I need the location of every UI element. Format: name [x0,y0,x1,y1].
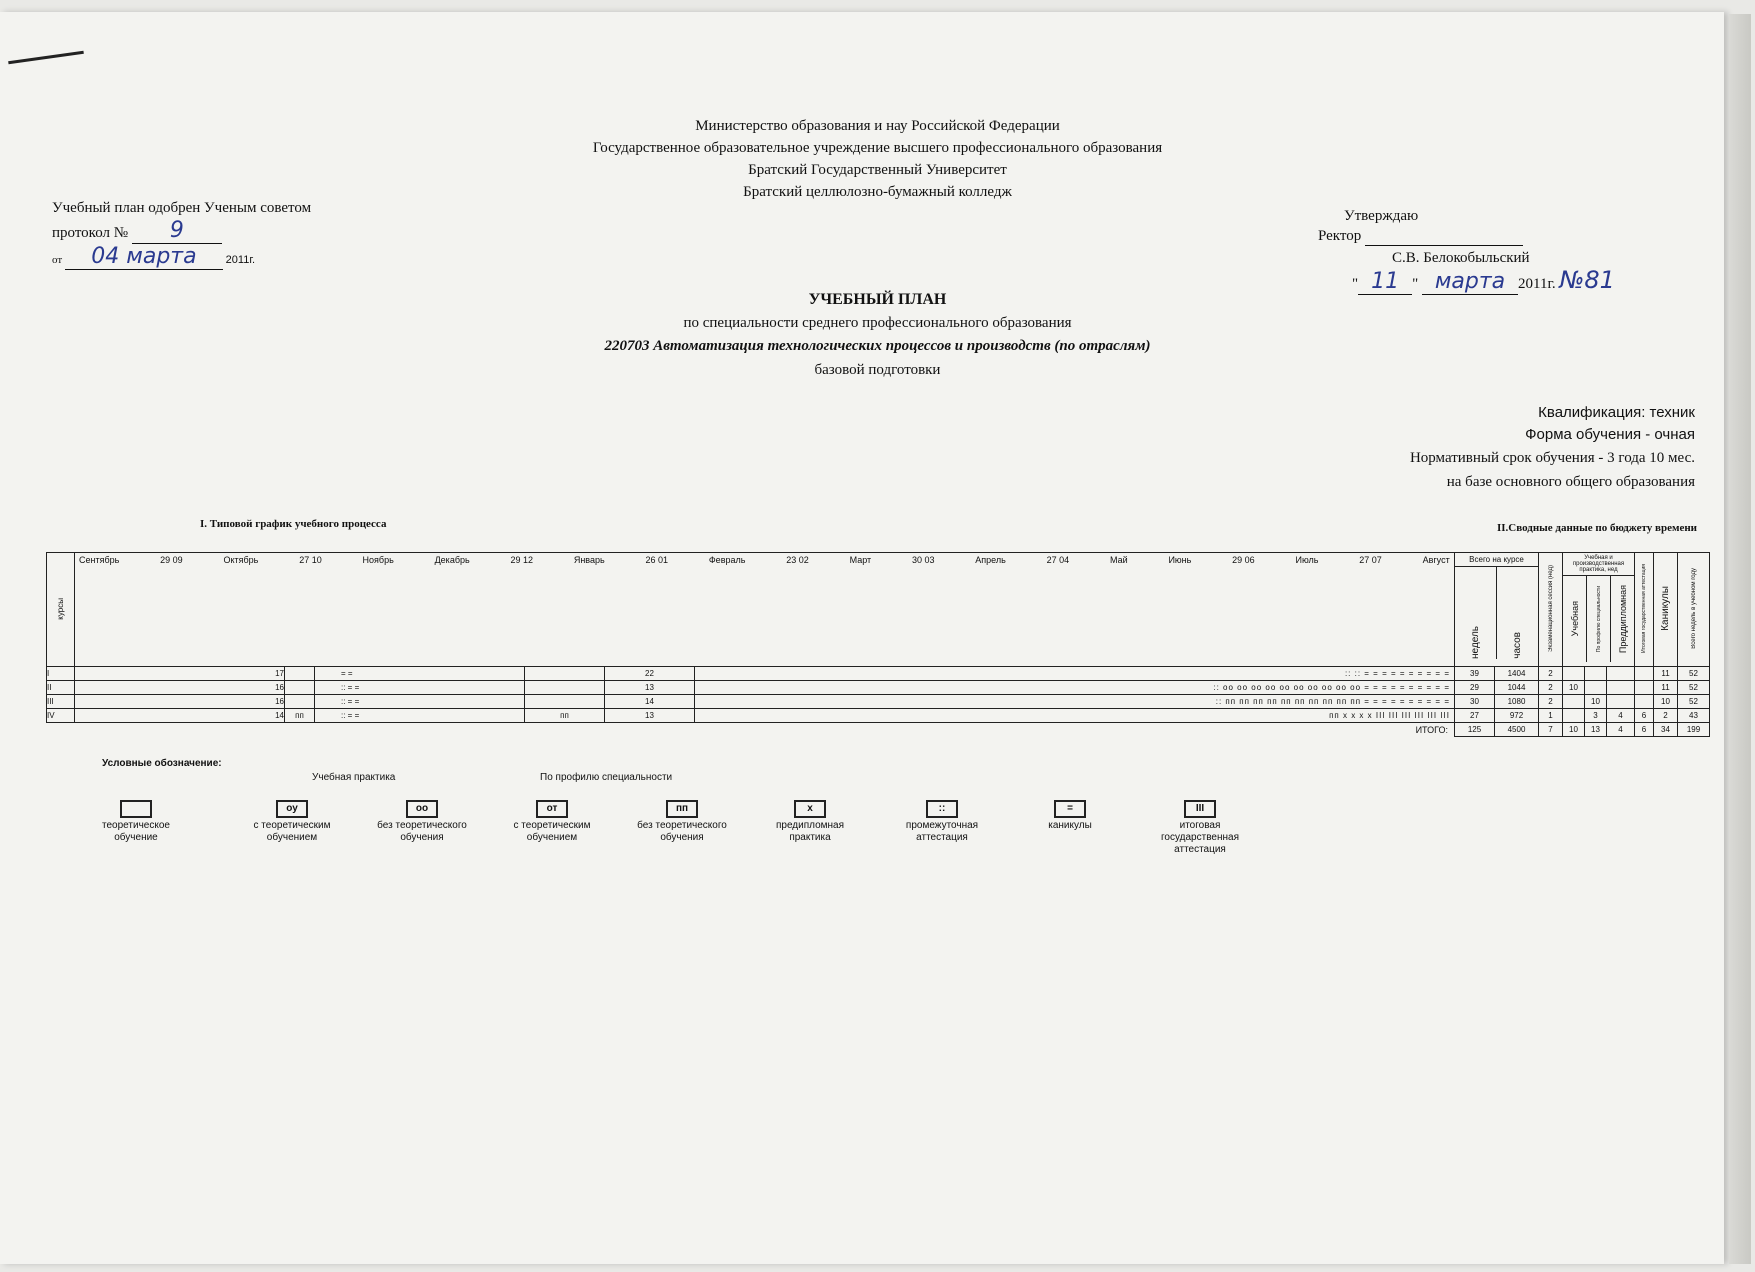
legend-profile-practice: По профилю специальности [540,772,673,783]
holidays-header [1654,553,1678,667]
legend-final-attestation [1150,800,1250,856]
prediploma-header [1611,576,1634,662]
protocol-number [132,218,222,244]
date-prefix: от [52,254,63,266]
theory-weeks-cell: 17 [75,667,285,681]
schedule-table [46,552,1710,737]
summer-cell: :: пп пп пп пп пп пп пп пп пп пп = = = = = = = = = = [695,695,1455,709]
cell [525,667,605,681]
year-total-cell: 52 [1678,681,1710,695]
total-label-cell: ИТОГО: [1415,724,1448,735]
theory-weeks-cell: 16 [75,681,285,695]
quote-close: " [1412,276,1419,292]
gia-cell [1635,667,1654,681]
approved-date-line [52,244,255,270]
month-jul: Июль [1295,555,1319,565]
gia-cell: 6 [1635,709,1654,723]
rector-name: С.В. Белокобыльский [1392,250,1530,266]
profile-cell: 10 [1585,695,1607,709]
exam-cell: 2 [1539,681,1563,695]
study-duration: Нормативный срок обучения - 3 года 10 мес. [1409,450,1695,466]
months-strip [75,553,1454,567]
gia-label: Итоговая государственная аттестация [1641,564,1647,653]
prediploma-cell [1607,681,1635,695]
winter-cell: :: = = [315,695,525,709]
approved-date-hand: 04 марта [91,244,197,269]
course-cell: III [47,695,75,709]
weeks-cell: 125 [1455,723,1495,737]
legend-text: с теоретическим обучением [253,820,331,843]
study-cell [1563,695,1585,709]
legend-study-practice: Учебная практика [312,772,396,783]
plan-subtitle: по специальности среднего профессионального образования [683,315,1072,331]
summer-cell: пп х х х х III III III III III III [695,709,1455,723]
legend-symbol [120,800,152,818]
hours-cell: 1044 [1495,681,1539,695]
exam-cell: 2 [1539,695,1563,709]
exam-label: Экзаменационная сессия (нед) [1547,565,1554,652]
institution-title: Государственное образовательное учреждение высшего профессионального образования [592,140,1163,156]
spring-weeks-cell: 13 [605,709,695,723]
gia-cell: 6 [1635,723,1654,737]
cell [525,695,605,709]
month-nov: Ноябрь [362,555,394,565]
legend-symbol: оо [406,800,438,818]
practice-label: Учебная и производственная практика, нед [1563,553,1634,576]
year-total-label: Всего недель в учебном году [1690,568,1697,649]
cell [285,681,315,695]
cell: пп [525,709,605,723]
summer-cell: :: оо оо оо оо оо оо оо оо оо оо = = = = = = = = = = [695,681,1455,695]
legend-holidays [1022,800,1118,832]
profile-cell: 3 [1585,709,1607,723]
holidays-cell: 34 [1654,723,1678,737]
legend-text: предипломная практика [775,820,845,843]
protocol-label: протокол № [52,225,129,241]
legend-symbol: пп [666,800,698,818]
month-boundary: 27 10 [299,555,322,565]
holidays-label: Каникулы [1660,586,1671,631]
cell: пп [285,709,315,723]
cell [525,681,605,695]
study-cell: 10 [1563,723,1585,737]
hours-cell: 1080 [1495,695,1539,709]
year-total-cell: 52 [1678,695,1710,709]
legend-symbol: :: [926,800,958,818]
legend-title: Условные обозначение: [102,758,222,769]
month-feb: Февраль [708,555,746,565]
cell [285,667,315,681]
month-boundary: 30 03 [911,555,935,565]
weeks-cell: 27 [1455,709,1495,723]
year-total-cell: 43 [1678,709,1710,723]
spring-weeks-cell: 22 [605,667,695,681]
quote-open: " [1352,276,1359,292]
prediploma-cell: 4 [1607,709,1635,723]
month-mar: Март [849,555,872,565]
study-practice-label: Учебная [1569,601,1580,637]
rector-line [1318,228,1523,246]
total-label: Всего на курсе [1455,553,1538,567]
gia-cell [1635,681,1654,695]
legend-profile-without-theory [634,800,730,844]
approved-line: Учебный план одобрен Ученым советом [52,200,312,216]
legend-study-with-theory [244,800,340,844]
spring-weeks-cell: 13 [605,681,695,695]
legend-theory [88,800,184,844]
month-jun: Июнь [1168,555,1192,565]
theory-weeks-cell: 16 [75,695,285,709]
legend-text: с теоретическим обучением [513,820,591,843]
legend-profile-with-theory [504,800,600,844]
month-apr: Апрель [975,555,1006,565]
protocol-line [52,218,222,244]
rector-label: Ректор [1318,228,1362,244]
approved-date-field [65,244,223,270]
courses-header [47,553,75,667]
gia-header [1635,553,1654,667]
month-boundary: 27 07 [1359,555,1382,565]
month-boundary: 23 02 [786,555,809,565]
study-cell [1563,667,1585,681]
courses-label: курсы [56,597,65,620]
legend-study-without-theory [374,800,470,844]
gia-cell [1635,695,1654,709]
spring-weeks-cell: 14 [605,695,695,709]
plan-title: УЧЕБНЫЙ ПЛАН [808,291,947,308]
prediploma-cell: 4 [1607,723,1635,737]
prediploma-cell [1607,695,1635,709]
table-row [47,695,1710,709]
prediploma-label: Преддипломная [1617,584,1628,654]
weeks-cell: 30 [1455,695,1495,709]
exam-cell: 2 [1539,667,1563,681]
month-boundary: 27 04 [1046,555,1070,565]
months-header [75,553,1455,667]
legend-symbol: III [1184,800,1216,818]
legend-text: промежуточная аттестация [905,820,979,843]
month-boundary: 29 06 [1232,555,1255,565]
confirm-day-hand: 11 [1371,269,1400,294]
month-aug: Август [1422,555,1450,565]
weeks-cell: 39 [1455,667,1495,681]
study-cell: 10 [1563,681,1585,695]
month-oct: Октябрь [223,555,259,565]
holidays-cell: 2 [1654,709,1678,723]
course-cell: I [47,667,75,681]
date-suffix: 2011г. [225,254,256,266]
schedule-header-row [47,553,1710,667]
study-cell [1563,709,1585,723]
cell [285,695,315,709]
month-boundary: 29 12 [510,555,534,565]
confirm-month-hand: марта [1434,269,1506,294]
hours-header [1497,567,1538,659]
legend-text: без теоретического обучения [377,820,467,843]
hours-label: часов [1512,632,1523,659]
legend-text: теоретическое обучение [102,820,170,843]
hours-cell: 4500 [1495,723,1539,737]
profile-practice-label: По профилю специальности [1595,585,1602,653]
year-total-header [1678,553,1710,667]
month-may: Май [1109,555,1128,565]
specialty: 220703 Автоматизация технологических процессов и производств (по отраслям) [604,338,1151,354]
total-header [1455,553,1539,667]
summer-cell: :: :: = = = = = = = = = = [695,667,1455,681]
qualification: Квалификация: техник [1538,404,1695,421]
study-practice-header [1563,576,1587,662]
ministry-title: Министерство образования и нау Российской Федерации [695,118,1060,134]
weeks-label: недель [1470,626,1481,659]
order-number-hand: №81 [1559,266,1615,294]
rector-signature-field [1365,228,1523,246]
month-boundary: 26 01 [645,555,669,565]
course-cell: IV [47,709,75,723]
winter-cell: :: = = [315,709,525,723]
exam-header [1539,553,1563,667]
month-sep: Сентябрь [79,555,120,565]
college-title: Братский целлюлозно-бумажный колледж [743,184,1012,200]
protocol-number-hand: 9 [169,218,184,243]
year-total-cell: 52 [1678,667,1710,681]
legend-symbol: от [536,800,568,818]
section-schedule-title: I. Типовой график учебного процесса [200,518,387,530]
legend-text: каникулы [1048,820,1092,831]
legend-interim-assessment [894,800,990,844]
hours-cell: 1404 [1495,667,1539,681]
practice-header [1563,553,1635,667]
exam-cell: 1 [1539,709,1563,723]
profile-cell [1585,667,1607,681]
legend-symbol: = [1054,800,1086,818]
table-row [47,709,1710,723]
section-budget-title: II.Сводные данные по бюджету времени [1496,522,1697,534]
total-subheaders [1455,567,1538,659]
month-dec: Декабрь [434,555,470,565]
university-title: Братский Государственный Университет [748,162,1007,178]
weeks-cell: 29 [1455,681,1495,695]
legend-text: итоговая государственная аттестация [1161,820,1239,855]
month-jan: Январь [573,555,605,565]
total-row [47,723,1710,737]
legend-prediploma [762,800,858,844]
confirm-title: Утверждаю [1344,208,1419,224]
legend-text: без теоретического обучения [637,820,727,843]
year-total-cell: 199 [1678,723,1710,737]
course-cell: II [47,681,75,695]
holidays-cell: 11 [1654,681,1678,695]
profile-cell: 13 [1585,723,1607,737]
legend-symbol: х [794,800,826,818]
winter-cell: :: = = [315,681,525,695]
exam-cell: 7 [1539,723,1563,737]
month-boundary: 29 09 [160,555,183,565]
hours-cell: 972 [1495,709,1539,723]
table-row [47,667,1710,681]
training-level: базовой подготовки [814,362,941,378]
weeks-header [1455,567,1497,659]
profile-practice-header [1587,576,1611,662]
theory-weeks-cell: 14 [75,709,285,723]
profile-cell [1585,681,1607,695]
table-row [47,681,1710,695]
legend-symbol: оу [276,800,308,818]
prediploma-cell [1607,667,1635,681]
winter-cell: = = [315,667,525,681]
practice-subheaders [1563,576,1634,662]
study-base: на базе основного общего образования [1446,474,1695,490]
study-form: Форма обучения - очная [1525,426,1695,443]
confirm-year: 2011г. [1518,276,1556,292]
holidays-cell: 10 [1654,695,1678,709]
holidays-cell: 11 [1654,667,1678,681]
